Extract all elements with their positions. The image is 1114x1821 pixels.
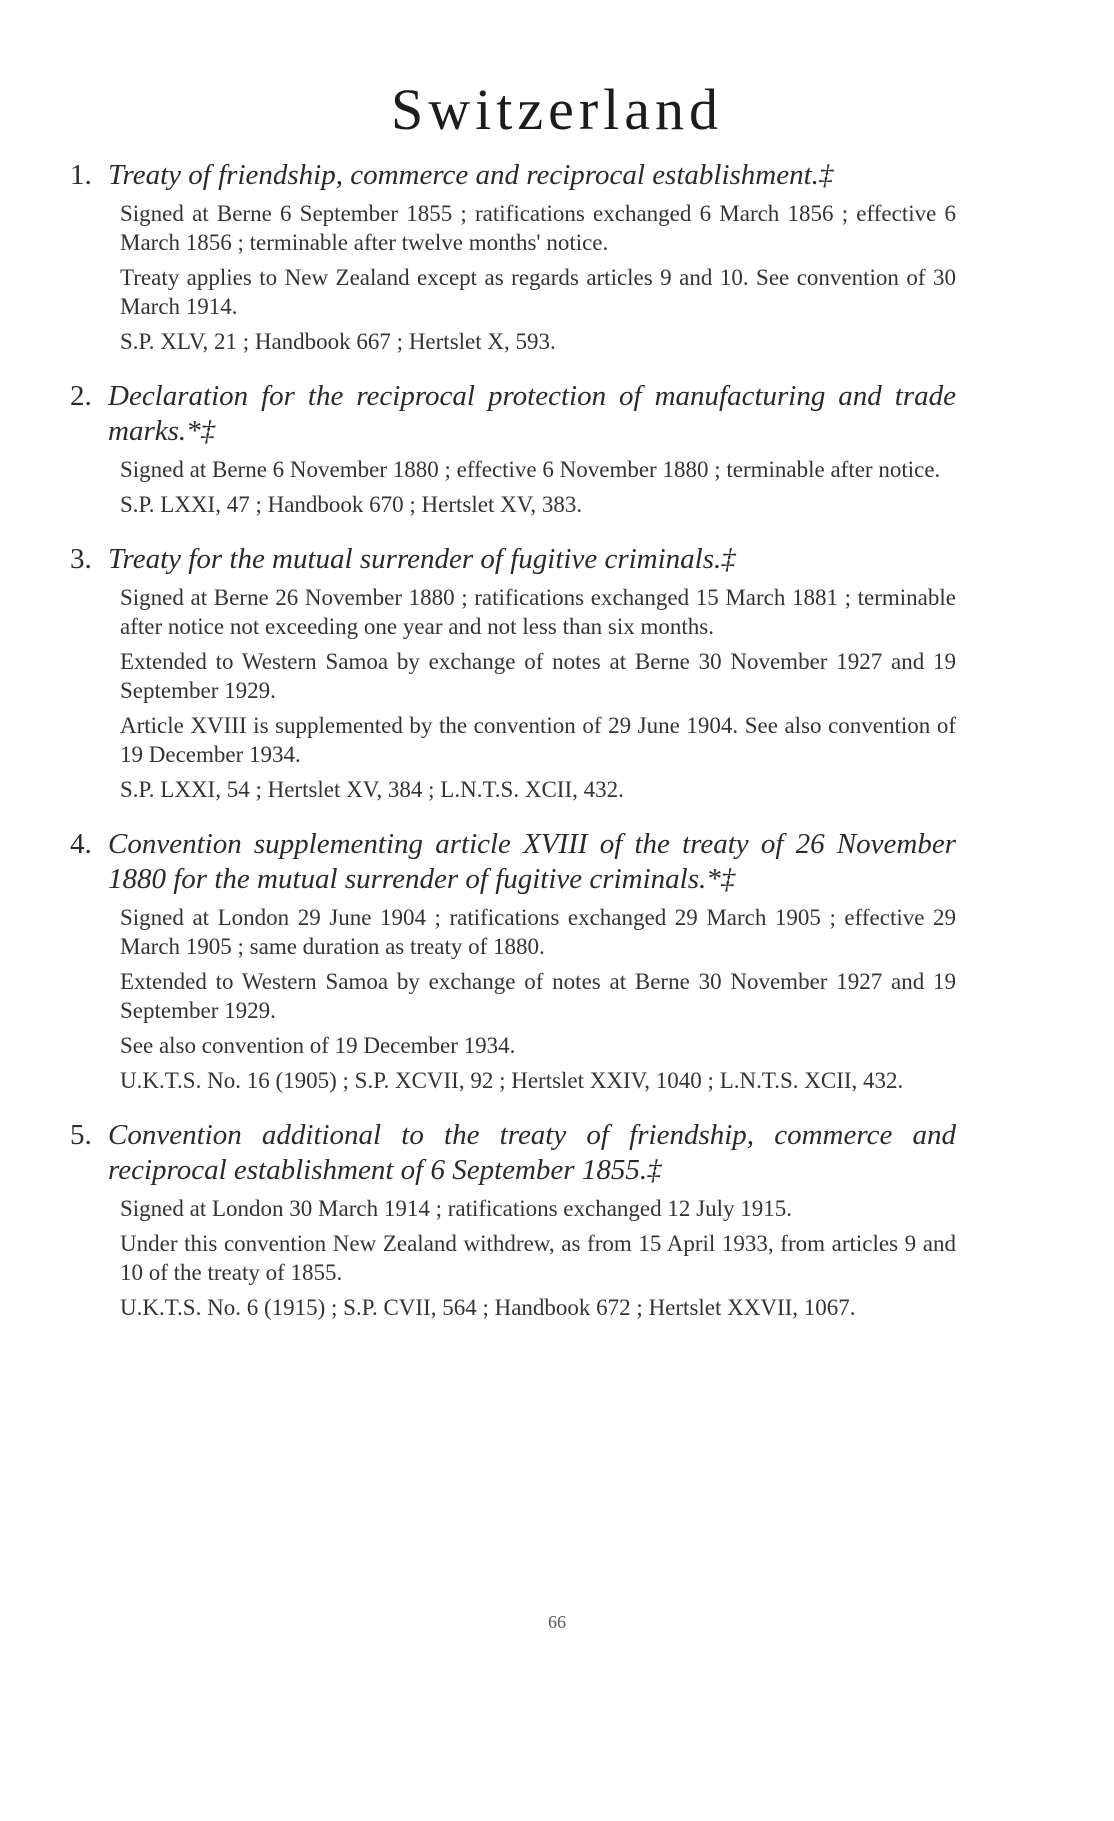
treaty-entry	[70, 158, 956, 356]
entry-body	[120, 455, 956, 519]
entry-body	[120, 1194, 956, 1322]
entry-title: Declaration for the reciprocal protection of manufacturing and trade marks.*‡	[108, 380, 956, 447]
entry-title: Treaty for the mutual surrender of fugitive criminals.‡	[108, 543, 736, 575]
entry-body	[120, 903, 956, 1095]
entry-paragraph: S.P. LXXI, 54 ; Hertslet XV, 384 ; L.N.T.S. XCII, 432.	[120, 777, 624, 802]
page-title: Switzerland	[390, 77, 724, 142]
entry-paragraph: Extended to Western Samoa by exchange of notes at Berne 30 November 1927 and 19 September 1929.	[120, 969, 956, 1023]
entry-body	[120, 583, 956, 804]
entry-title: Convention additional to the treaty of friendship, commerce and reciprocal establishment of 6 September 1855.‡	[108, 1119, 956, 1186]
entry-paragraph: Signed at London 29 June 1904 ; ratifications exchanged 29 March 1905 ; effective 29 March 1905 ; same duration as treaty of 1880.	[120, 905, 956, 959]
entry-paragraph: Signed at Berne 26 November 1880 ; ratifications exchanged 15 March 1881 ; terminable after notice not exceeding one year and not less than six months.	[120, 585, 956, 639]
entry-paragraph: Extended to Western Samoa by exchange of notes at Berne 30 November 1927 and 19 September 1929.	[120, 649, 956, 703]
entry-paragraph: See also convention of 19 December 1934.	[120, 1033, 516, 1058]
entry-heading	[70, 379, 956, 449]
entry-heading	[70, 158, 956, 193]
entry-paragraph: U.K.T.S. No. 6 (1915) ; S.P. CVII, 564 ; Handbook 672 ; Hertslet XXVII, 1067.	[120, 1295, 856, 1320]
treaty-entry	[70, 827, 956, 1095]
entry-paragraph: Signed at London 30 March 1914 ; ratifications exchanged 12 July 1915.	[120, 1196, 792, 1221]
entry-heading	[70, 827, 956, 897]
entry-paragraph: Treaty applies to New Zealand except as regards articles 9 and 10. See convention of 30 March 1914.	[120, 265, 956, 319]
page-number: 66	[548, 1612, 566, 1632]
entry-paragraph: S.P. XLV, 21 ; Handbook 667 ; Hertslet X, 593.	[120, 329, 556, 354]
entry-heading	[70, 1118, 956, 1188]
entry-paragraph: S.P. LXXI, 47 ; Handbook 670 ; Hertslet XV, 383.	[120, 492, 583, 517]
treaty-entry	[70, 379, 956, 519]
entry-title: Treaty of friendship, commerce and reciprocal establishment.‡	[108, 159, 834, 191]
entry-number: 2.	[70, 380, 92, 412]
entry-paragraph: Article XVIII is supplemented by the convention of 29 June 1904. See also convention of 19 December 1934.	[120, 713, 956, 767]
entry-number: 1.	[70, 159, 92, 191]
entry-paragraph: Signed at Berne 6 November 1880 ; effective 6 November 1880 ; terminable after notice.	[120, 457, 941, 482]
entry-heading	[70, 542, 956, 577]
entry-number: 5.	[70, 1119, 92, 1151]
entry-body	[120, 199, 956, 356]
treaty-list	[70, 158, 956, 1345]
treaty-entry	[70, 1118, 956, 1322]
entry-paragraph: U.K.T.S. No. 16 (1905) ; S.P. XCVII, 92 ; Hertslet XXIV, 1040 ; L.N.T.S. XCII, 432.	[120, 1068, 904, 1093]
entry-paragraph: Under this convention New Zealand withdrew, as from 15 April 1933, from articles 9 and 10 of the treaty of 1855.	[120, 1231, 956, 1285]
treaty-entry	[70, 542, 956, 804]
entry-title: Convention supplementing article XVIII of the treaty of 26 November 1880 for the mutual surrender of fugitive criminals.*‡	[108, 828, 956, 895]
entry-paragraph: Signed at Berne 6 September 1855 ; ratifications exchanged 6 March 1856 ; effective 6 March 1856 ; terminable after twelve months' notice.	[120, 201, 956, 255]
entry-number: 4.	[70, 828, 92, 860]
entry-number: 3.	[70, 543, 92, 575]
